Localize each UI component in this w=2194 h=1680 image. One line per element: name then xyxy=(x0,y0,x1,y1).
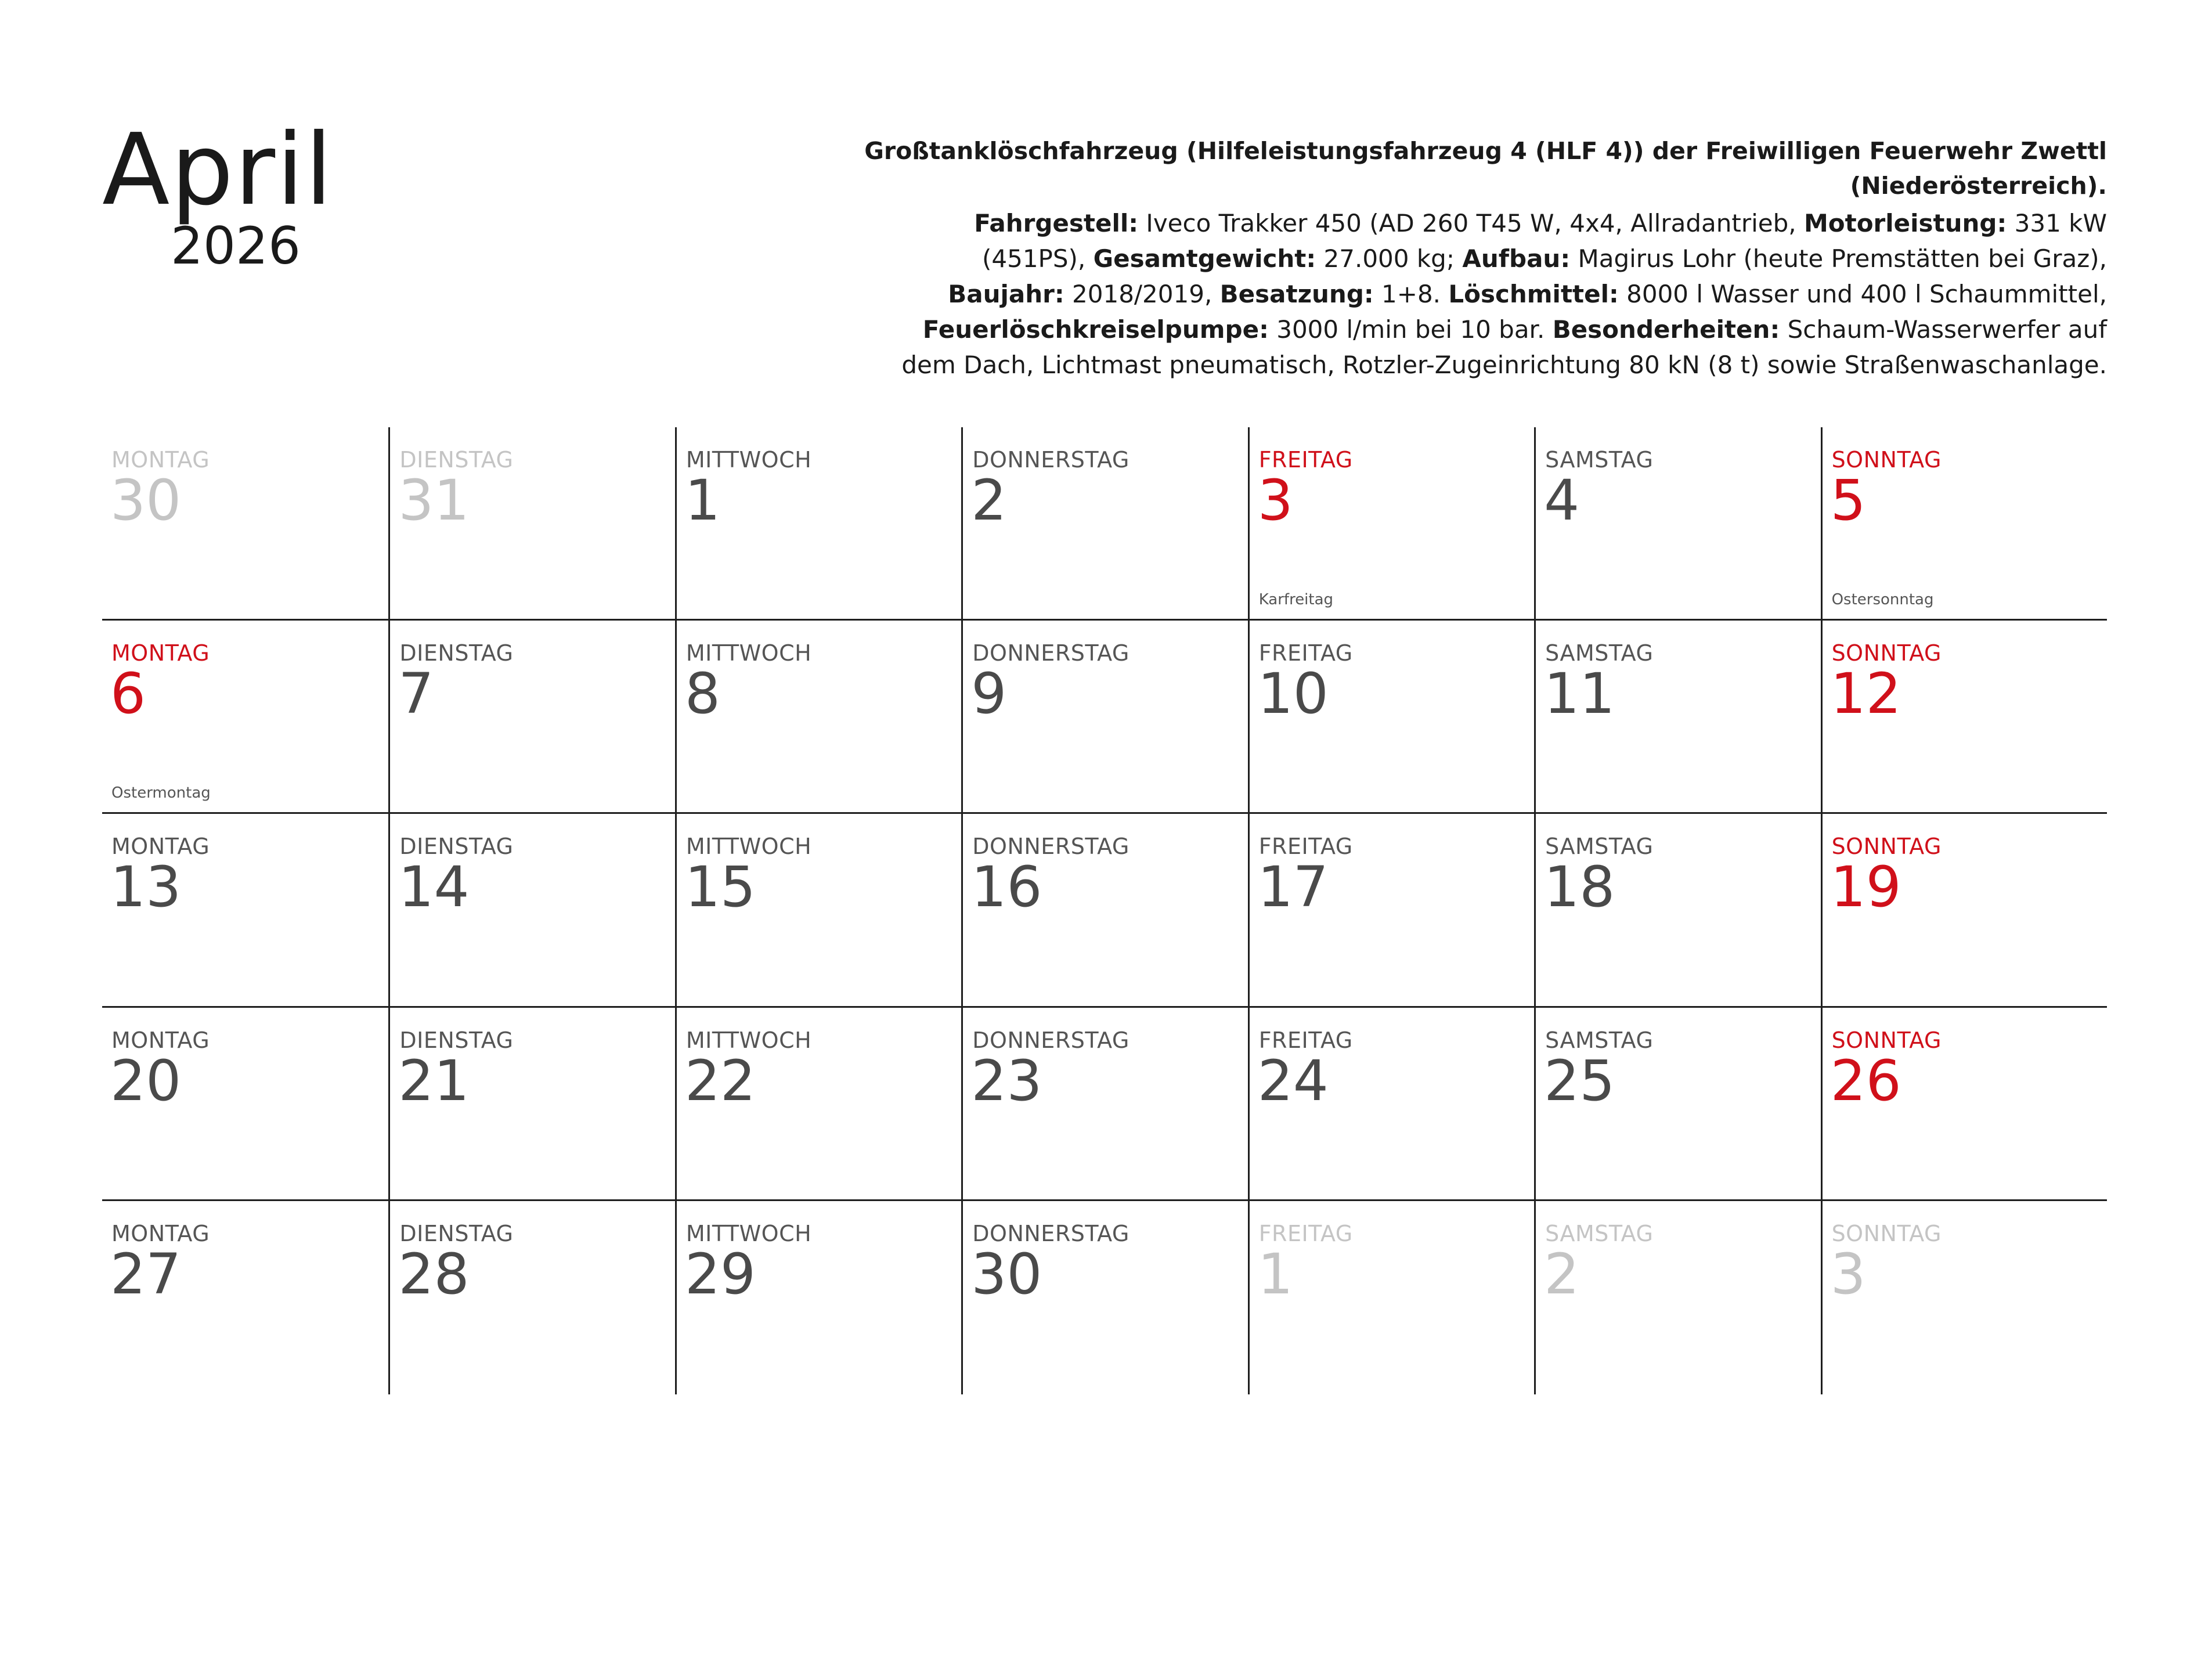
description-line xyxy=(714,312,2107,347)
spec-value: (451PS), xyxy=(982,244,1094,273)
weekday-label: FREITAG xyxy=(1258,1220,1353,1246)
description-title: Großtanklöschfahrzeug (Hilfeleistungsfahrzeug 4 (HLF 4)) der Freiwilligen Feuerwehr Zwettl (Niederösterreich). xyxy=(864,137,2107,200)
day-number: 5 xyxy=(1830,468,1866,533)
weekday-label: DONNERSTAG xyxy=(972,834,1130,860)
calendar-day-cell xyxy=(388,1201,674,1394)
calendar-day-cell xyxy=(1821,1201,2107,1394)
weekday-label: SAMSTAG xyxy=(1545,834,1654,860)
weekday-label: FREITAG xyxy=(1258,640,1353,666)
calendar-day-cell xyxy=(1248,1201,1534,1394)
spec-value: Schaum-Wasserwerfer auf xyxy=(1780,315,2107,344)
holiday-note: Ostermontag xyxy=(111,784,211,802)
calendar-day-cell xyxy=(102,814,388,1007)
description-line xyxy=(714,276,2107,312)
day-number: 2 xyxy=(1544,1241,1580,1307)
day-number: 29 xyxy=(684,1241,756,1307)
spec-value: 8000 l Wasser und 400 l Schaummittel, xyxy=(1618,280,2107,308)
spec-value: 1+8. xyxy=(1373,280,1449,308)
calendar-grid xyxy=(102,427,2107,1394)
day-number: 19 xyxy=(1830,855,1901,920)
day-number: 14 xyxy=(398,855,470,920)
calendar-day-cell xyxy=(1248,621,1534,814)
spec-label: Aufbau: xyxy=(1462,244,1571,273)
calendar-day-cell xyxy=(961,621,1247,814)
day-number: 1 xyxy=(684,468,720,533)
day-number: 4 xyxy=(1544,468,1580,533)
day-number: 6 xyxy=(110,661,146,727)
calendar-day-cell xyxy=(102,621,388,814)
weekday-label: SONNTAG xyxy=(1831,834,1942,860)
calendar-day-cell xyxy=(675,427,961,621)
weekday-label: FREITAG xyxy=(1258,834,1353,860)
weekday-label: MONTAG xyxy=(111,1027,210,1053)
weekday-label: DONNERSTAG xyxy=(972,447,1130,473)
weekday-label: SONNTAG xyxy=(1831,640,1942,666)
spec-label: Gesamtgewicht: xyxy=(1093,244,1316,273)
weekday-label: MITTWOCH xyxy=(685,640,812,666)
description-line xyxy=(714,206,2107,241)
spec-value: 3000 l/min bei 10 bar. xyxy=(1268,315,1553,344)
weekday-label: SAMSTAG xyxy=(1545,1027,1654,1053)
spec-value: 331 kW xyxy=(2007,209,2107,237)
day-number: 7 xyxy=(398,661,434,727)
weekday-label: SAMSTAG xyxy=(1545,1220,1654,1246)
calendar-day-cell xyxy=(1821,427,2107,621)
day-number: 24 xyxy=(1257,1048,1329,1113)
vehicle-description xyxy=(714,134,2107,383)
calendar-day-cell xyxy=(675,1201,961,1394)
description-line xyxy=(714,241,2107,276)
spec-value: dem Dach, Lichtmast pneumatisch, Rotzler-Zugeinrichtung 80 kN (8 t) sowie Straßenwaschanlage. xyxy=(901,351,2107,379)
day-number: 15 xyxy=(684,855,756,920)
day-number: 10 xyxy=(1257,661,1329,727)
calendar-day-cell xyxy=(1821,814,2107,1007)
weekday-label: DIENSTAG xyxy=(399,640,514,666)
spec-value: 2018/2019, xyxy=(1064,280,1220,308)
calendar-day-cell xyxy=(1248,1008,1534,1201)
day-number: 18 xyxy=(1544,855,1615,920)
day-number: 27 xyxy=(110,1241,182,1307)
calendar-day-cell xyxy=(388,621,674,814)
weekday-label: FREITAG xyxy=(1258,1027,1353,1053)
day-number: 22 xyxy=(684,1048,756,1113)
spec-label: Löschmittel: xyxy=(1448,280,1619,308)
day-number: 21 xyxy=(398,1048,470,1113)
day-number: 28 xyxy=(398,1241,470,1307)
calendar-day-cell xyxy=(961,427,1247,621)
calendar-day-cell xyxy=(1534,427,1820,621)
weekday-label: MITTWOCH xyxy=(685,834,812,860)
day-number: 11 xyxy=(1544,661,1615,727)
day-number: 8 xyxy=(684,661,720,727)
calendar-day-cell xyxy=(1534,1201,1820,1394)
weekday-label: MONTAG xyxy=(111,1220,210,1246)
weekday-label: DIENSTAG xyxy=(399,834,514,860)
spec-value: Iveco Trakker 450 (AD 260 T45 W, 4x4, Allradantrieb, xyxy=(1138,209,1804,237)
spec-label: Feuerlöschkreiselpumpe: xyxy=(922,315,1269,344)
day-number: 23 xyxy=(971,1048,1042,1113)
holiday-note: Ostersonntag xyxy=(1831,591,1934,609)
calendar-day-cell xyxy=(1248,427,1534,621)
spec-label: Besonderheiten: xyxy=(1552,315,1780,344)
weekday-label: DIENSTAG xyxy=(399,1220,514,1246)
calendar-day-cell xyxy=(1534,1008,1820,1201)
weekday-label: DONNERSTAG xyxy=(972,640,1130,666)
calendar-day-cell xyxy=(675,1008,961,1201)
weekday-label: SAMSTAG xyxy=(1545,447,1654,473)
day-number: 3 xyxy=(1257,468,1293,533)
spec-label: Besatzung: xyxy=(1219,280,1374,308)
day-number: 25 xyxy=(1544,1048,1615,1113)
day-number: 26 xyxy=(1830,1048,1901,1113)
weekday-label: MONTAG xyxy=(111,834,210,860)
calendar-day-cell xyxy=(1534,621,1820,814)
weekday-label: SAMSTAG xyxy=(1545,640,1654,666)
spec-value: Magirus Lohr (heute Premstätten bei Graz), xyxy=(1570,244,2107,273)
calendar-day-cell xyxy=(102,427,388,621)
calendar-day-cell xyxy=(102,1008,388,1201)
calendar-day-cell xyxy=(675,621,961,814)
weekday-label: DIENSTAG xyxy=(399,447,514,473)
year-title: 2026 xyxy=(171,216,301,276)
month-title: April xyxy=(102,113,334,228)
spec-value: 27.000 kg; xyxy=(1316,244,1463,273)
calendar-day-cell xyxy=(1821,1008,2107,1201)
calendar-day-cell xyxy=(1534,814,1820,1007)
weekday-label: MONTAG xyxy=(111,447,210,473)
day-number: 20 xyxy=(110,1048,182,1113)
calendar-day-cell xyxy=(102,1201,388,1394)
weekday-label: MITTWOCH xyxy=(685,447,812,473)
day-number: 3 xyxy=(1830,1241,1866,1307)
calendar-day-cell xyxy=(1821,621,2107,814)
calendar-day-cell xyxy=(1248,814,1534,1007)
weekday-label: MONTAG xyxy=(111,640,210,666)
spec-label: Motorleistung: xyxy=(1803,209,2007,237)
holiday-note: Karfreitag xyxy=(1258,591,1334,609)
weekday-label: SONNTAG xyxy=(1831,447,1942,473)
calendar-day-cell xyxy=(675,814,961,1007)
day-number: 16 xyxy=(971,855,1042,920)
spec-label: Fahrgestell: xyxy=(974,209,1139,237)
calendar-day-cell xyxy=(388,1008,674,1201)
description-body xyxy=(714,206,2107,383)
calendar-day-cell xyxy=(961,814,1247,1007)
calendar-day-cell xyxy=(388,814,674,1007)
weekday-label: DONNERSTAG xyxy=(972,1027,1130,1053)
weekday-label: MITTWOCH xyxy=(685,1027,812,1053)
calendar-day-cell xyxy=(961,1008,1247,1201)
day-number: 31 xyxy=(398,468,470,533)
day-number: 2 xyxy=(971,468,1007,533)
weekday-label: SONNTAG xyxy=(1831,1027,1942,1053)
description-line xyxy=(714,347,2107,383)
weekday-label: MITTWOCH xyxy=(685,1220,812,1246)
weekday-label: DIENSTAG xyxy=(399,1027,514,1053)
weekday-label: FREITAG xyxy=(1258,447,1353,473)
weekday-label: DONNERSTAG xyxy=(972,1220,1130,1246)
day-number: 1 xyxy=(1257,1241,1293,1307)
day-number: 17 xyxy=(1257,855,1329,920)
calendar-day-cell xyxy=(388,427,674,621)
weekday-label: SONNTAG xyxy=(1831,1220,1942,1246)
calendar-day-cell xyxy=(961,1201,1247,1394)
day-number: 12 xyxy=(1830,661,1901,727)
day-number: 30 xyxy=(971,1241,1042,1307)
day-number: 9 xyxy=(971,661,1007,727)
spec-label: Baujahr: xyxy=(948,280,1064,308)
day-number: 13 xyxy=(110,855,182,920)
day-number: 30 xyxy=(110,468,182,533)
